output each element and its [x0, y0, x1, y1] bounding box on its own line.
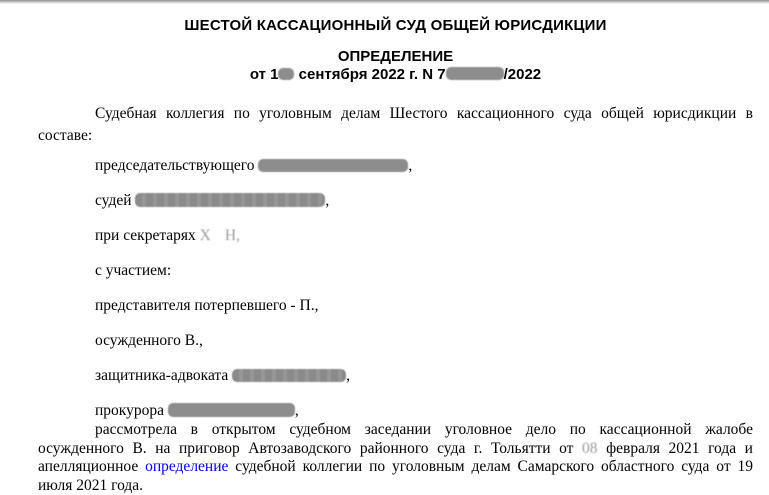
prosecutor-label: прокурора [95, 402, 168, 419]
judges-label: судей [95, 192, 136, 209]
main-paragraph-segment: февраля 2021 года и апелляционное [38, 439, 753, 475]
document-page [0, 4, 769, 495]
line-secretaries [95, 226, 753, 245]
main-paragraph-segment: рассмотрела в открытом судебном заседании уголовное дело по кассационной жалобе осужденного В. на приговор Автозаводского районного суда г. Тольятти от [38, 421, 753, 457]
defender-label: защитника-адвоката [95, 367, 233, 384]
presiding-suffix: , [408, 157, 413, 174]
secretary-initial-2: Н [224, 227, 237, 244]
line-prosecutor [95, 401, 753, 420]
date-segment: /2022 [503, 66, 542, 83]
court-title: ШЕСТОЙ КАССАЦИОННЫЙ СУД ОБЩЕЙ ЮРИСДИКЦИИ [184, 17, 607, 34]
line-presiding [95, 156, 753, 175]
line-participation: с участием: [95, 262, 172, 279]
line-judges [95, 191, 753, 210]
redaction-blob-defender-name [232, 369, 346, 382]
line-victim-representative: представителя потерпевшего - П., [95, 297, 319, 314]
secretaries-suffix: , [236, 227, 240, 244]
redaction-blob-presiding-name [258, 159, 408, 172]
date-segment: от 1 [249, 66, 279, 83]
line-defender [95, 366, 753, 385]
secretaries-label: при секретарях [95, 227, 200, 244]
doc-date-line [38, 66, 753, 84]
secretary-initial-1: Х [199, 227, 211, 244]
doc-heading-block [38, 48, 753, 84]
judges-suffix: , [325, 192, 330, 209]
doc-type-heading: ОПРЕДЕЛЕНИЕ [337, 48, 454, 65]
redaction-blob-judges-names [135, 193, 325, 207]
main-paragraph [38, 421, 753, 495]
line-convict: осужденного В., [95, 332, 203, 349]
intro-paragraph: Судебная коллегия по уголовным делам Шестого кассационного суда общей юрисдикции в составе: [38, 105, 753, 144]
redaction-blob-case-number [446, 67, 504, 80]
redaction-blob-day [278, 68, 294, 80]
defender-suffix: , [346, 367, 351, 384]
redacted-day-faint: 08 [582, 439, 598, 457]
prosecutor-suffix: , [294, 402, 299, 419]
redaction-blob-prosecutor-name [168, 403, 295, 417]
presiding-label: председательствующего [95, 157, 259, 174]
main-paragraph-segment: судебной коллегии по уголовным делам Самарского областного суда от 19 июля 2021 года. [38, 458, 753, 494]
determination-link[interactable]: определение [145, 458, 229, 475]
date-segment: сентября 2022 г. N 7 [294, 66, 446, 83]
